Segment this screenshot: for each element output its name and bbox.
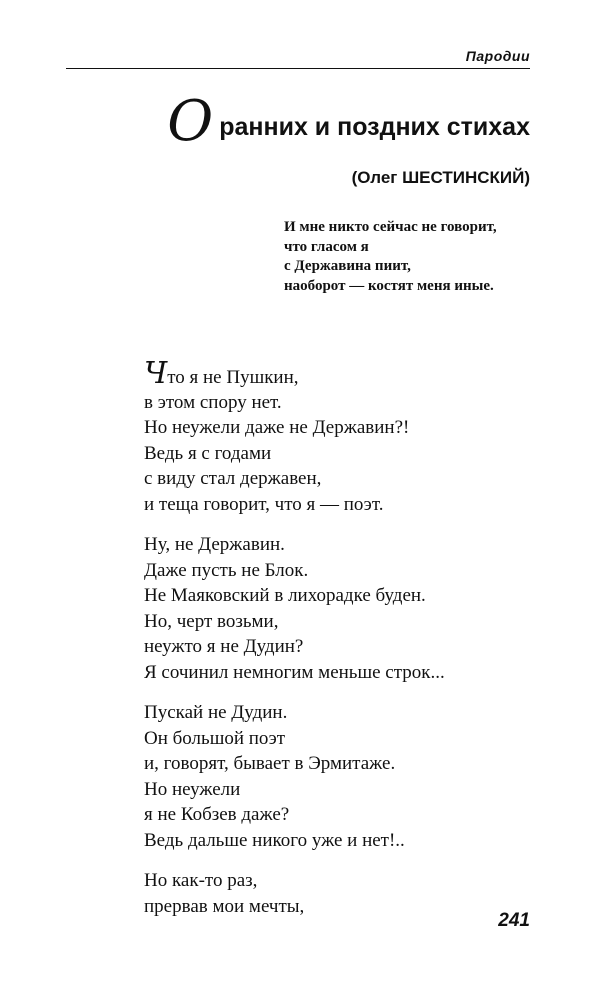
- poem-line: в этом спору нет.: [144, 391, 282, 413]
- poem-line: Но, черт возьми,: [144, 610, 279, 632]
- poem-line: неужто я не Дудин?: [144, 636, 304, 657]
- poem-dropcap: Ч: [144, 356, 168, 391]
- running-head: Пародии: [465, 48, 530, 64]
- epigraph: [284, 218, 497, 296]
- poem-line: Ведь дальше никого уже и нет!..: [144, 829, 405, 851]
- epigraph-line: И мне никто сейчас не говорит,: [284, 219, 497, 235]
- poem-line: Даже пусть не Блок.: [144, 559, 309, 581]
- header-rule: [66, 68, 530, 69]
- poem-line: Не Маяковский в лихорадке буден.: [144, 585, 426, 606]
- poem-line: Ведь я с годами: [144, 442, 272, 464]
- poem-line: Он большой поэт: [144, 727, 286, 749]
- poem-line: Но неужели даже не Державин?!: [144, 417, 410, 438]
- poem-line: я не Кобзев даже?: [144, 804, 290, 825]
- epigraph-line: наоборот — костят меня иные.: [284, 277, 494, 294]
- stanza-1: [144, 356, 445, 517]
- poem-line: Но неужели: [144, 778, 241, 800]
- poem-line: Но как-то раз,: [144, 870, 258, 891]
- poem-line: Ну, не Державин.: [144, 534, 285, 555]
- stanza-2: [144, 532, 445, 685]
- poem-line: и теща говорит, что я — поэт.: [144, 493, 384, 515]
- page-title: [167, 89, 530, 154]
- poem-body: [144, 356, 445, 934]
- epigraph-line: с Державина пиит,: [284, 258, 411, 274]
- poem-line: с виду стал державен,: [144, 468, 322, 489]
- poem-line: и, говорят, бывает в Эрмитаже.: [144, 753, 396, 774]
- poem-line: Я сочинил немногим меньше строк...: [144, 661, 445, 683]
- poem-line: [144, 356, 445, 391]
- page-number: 241: [498, 910, 530, 931]
- stanza-4: [144, 868, 445, 919]
- stanza-3: [144, 700, 445, 853]
- poem-line: прервав мои мечты,: [144, 895, 305, 917]
- poem-line: Пускай не Дудин.: [144, 702, 288, 723]
- author-line: (Олег ШЕСТИНСКИЙ): [351, 168, 530, 187]
- title-dropcap: О: [167, 89, 214, 154]
- epigraph-line: что гласом я: [284, 238, 369, 255]
- title-text: ранних и поздних стихах: [219, 113, 530, 141]
- poem-first-line-text: то я не Пушкин,: [167, 367, 299, 388]
